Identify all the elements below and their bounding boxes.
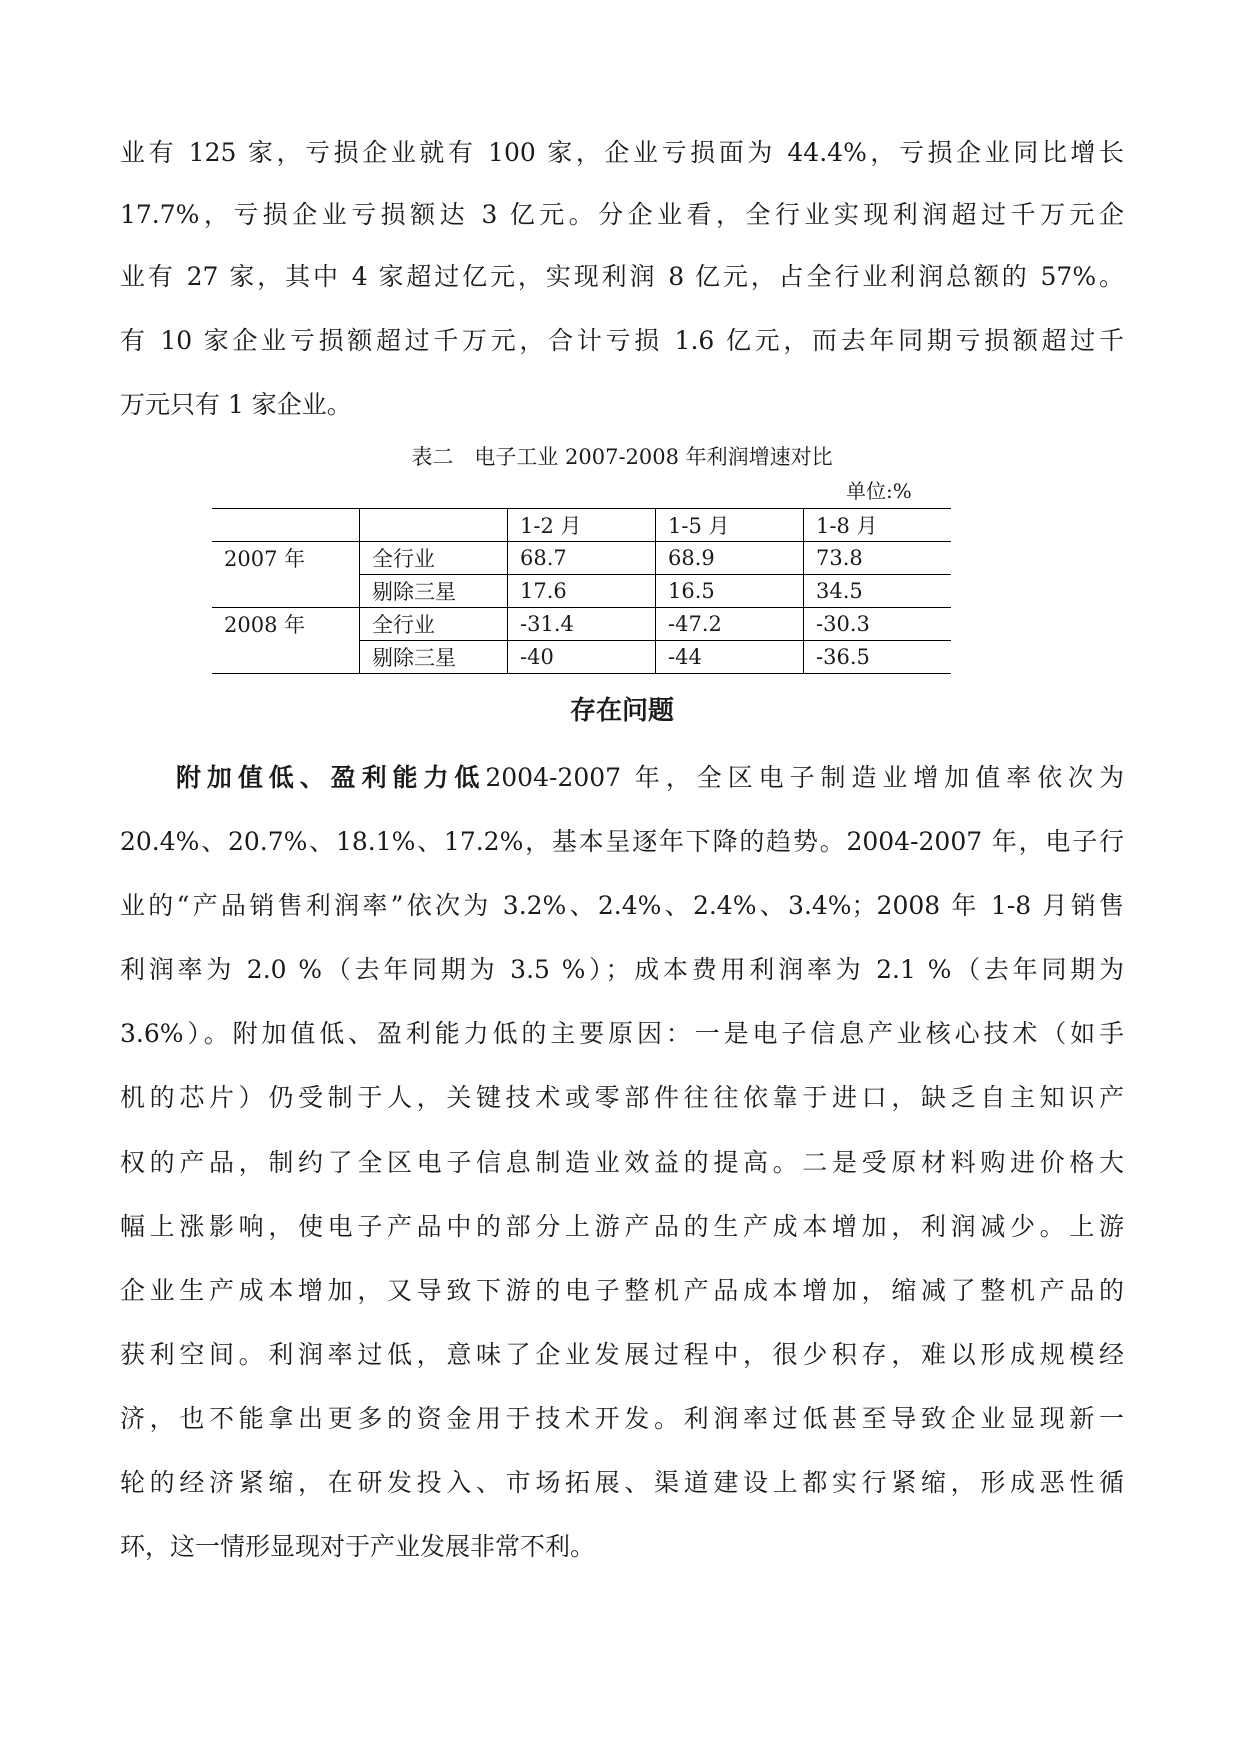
text-line: 万元只有 1 家企业。	[120, 390, 352, 419]
text-line: 轮的经济紧缩，在研发投入、市场拓展、渠道建设上都实行紧缩，形成恶性循	[120, 1468, 1124, 1497]
category-cell: 全行业	[360, 608, 508, 641]
value-cell: -36.5	[804, 641, 952, 674]
table-unit: 单位:%	[846, 479, 912, 503]
text-line: 环，这一情形显现对于产业发展非常不利。	[120, 1532, 596, 1561]
text-line: 业有 125 家，亏损企业就有 100 家，企业亏损面为 44.4%，亏损企业同比增长	[120, 138, 1124, 167]
year-cell: 2008 年	[212, 608, 360, 641]
value-cell: -47.2	[656, 608, 804, 641]
category-cell: 剔除三星	[360, 641, 508, 674]
year-cell	[212, 641, 360, 674]
value-cell: -40	[508, 641, 656, 674]
header-cell: 1-5 月	[656, 509, 804, 542]
value-cell: 34.5	[804, 575, 952, 608]
header-cell: 1-2 月	[508, 509, 656, 542]
lead-text: 2004-2007 年，全区电子制造业增加值率依次为	[485, 763, 1124, 792]
value-cell: 16.5	[656, 575, 804, 608]
value-cell: 73.8	[804, 542, 952, 575]
value-cell: -30.3	[804, 608, 952, 641]
section-heading: 存在问题	[569, 696, 674, 726]
year-cell	[212, 575, 360, 608]
text-line: 业的“产品销售利润率”依次为 3.2%、2.4%、2.4%、3.4%；2008 年 1-8 月销售	[120, 891, 1124, 920]
header-cell	[212, 509, 360, 542]
value-cell: 17.6	[508, 575, 656, 608]
table-header-row	[212, 509, 951, 542]
table-caption: 表二 电子工业 2007-2008 年利润增速对比	[411, 445, 833, 469]
value-cell: 68.9	[656, 542, 804, 575]
text-line: 权的产品，制约了全区电子信息制造业效益的提高。二是受原材料购进价格大	[120, 1148, 1124, 1177]
text-line: 获利空间。利润率过低，意味了企业发展过程中，很少积存，难以形成规模经	[120, 1340, 1124, 1369]
category-cell: 全行业	[360, 542, 508, 575]
text-line: 20.4%、20.7%、18.1%、17.2%，基本呈逐年下降的趋势。2004-2007 年，电子行	[120, 827, 1124, 856]
value-cell: 68.7	[508, 542, 656, 575]
text-line: 业有 27 家，其中 4 家超过亿元，实现利润 8 亿元，占全行业利润总额的 57%。	[120, 262, 1124, 291]
value-cell: -31.4	[508, 608, 656, 641]
year-cell: 2007 年	[212, 542, 360, 575]
text-line: 济，也不能拿出更多的资金用于技术开发。利润率过低甚至导致企业显现新一	[120, 1404, 1124, 1433]
text-line: 3.6%）。附加值低、盈利能力低的主要原因：一是电子信息产业核心技术（如手	[120, 1019, 1124, 1048]
category-cell: 剔除三星	[360, 575, 508, 608]
value-cell: -44	[656, 641, 804, 674]
text-line: 企业生产成本增加，又导致下游的电子整机产品成本增加，缩减了整机产品的	[120, 1276, 1124, 1305]
header-cell	[360, 509, 508, 542]
header-cell: 1-8 月	[804, 509, 952, 542]
text-line: 机的芯片）仍受制于人，关键技术或零部件往往依靠于进口，缺乏自主知识产	[120, 1083, 1124, 1112]
text-line: 17.7%，亏损企业亏损额达 3 亿元。分企业看，全行业实现利润超过千万元企	[120, 200, 1124, 229]
text-line: 有 10 家企业亏损额超过千万元，合计亏损 1.6 亿元，而去年同期亏损额超过千	[120, 326, 1124, 355]
text-line: 利润率为 2.0 %（去年同期为 3.5 %）；成本费用利润率为 2.1 %（去年同期为	[120, 955, 1124, 984]
table-row	[212, 542, 951, 575]
table-row	[212, 575, 951, 608]
table-row	[212, 608, 951, 641]
text-line-lead	[176, 765, 1124, 790]
table-row	[212, 641, 951, 674]
lead-title: 附加值低、盈利能力低	[176, 763, 486, 792]
profit-growth-table	[212, 508, 951, 674]
text-line: 幅上涨影响，使电子产品中的部分上游产品的生产成本增加，利润减少。上游	[120, 1212, 1124, 1241]
